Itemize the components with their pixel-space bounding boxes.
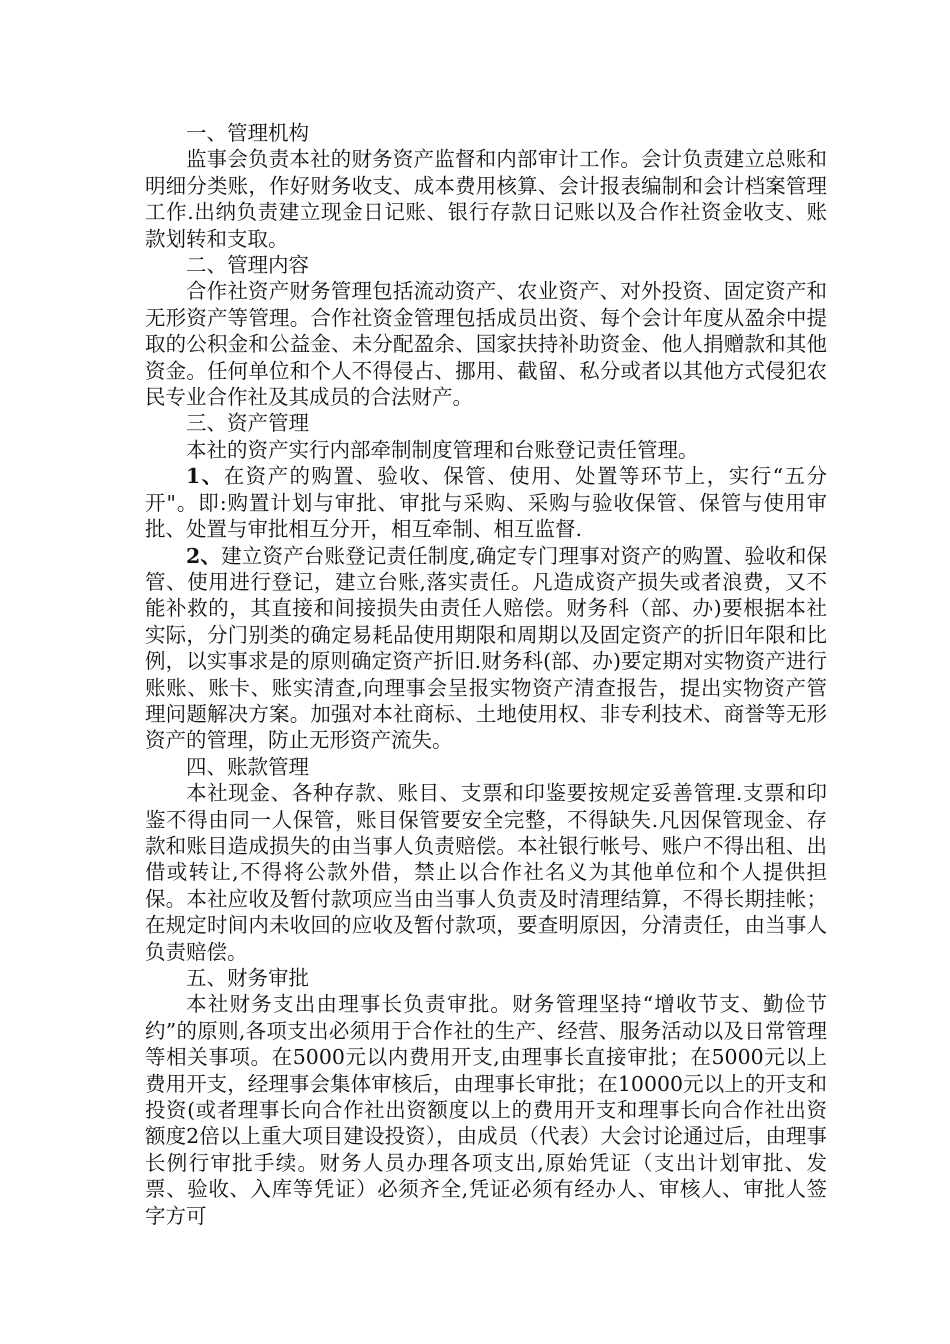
item-text: 建立资产台账登记责任制度,确定专门理事对资产的购置、验收和保管、使用进行登记，建立台账,落实责任。凡造成资产损失或者浪费，又不能补救的，其直接和间接损失由责任人赔偿。财务科（部、办)要根据本社实际，分门别类的确定易耗品使用期限和周期以及固定资产的折旧年限和比例，以实事求是的原则确定资产折旧.财务科(部、办)要定期对实物资产进行账账、账卡、账实清查,向理事会呈报实物资产清查报告，提出实物资产管理问题解决方案。加强对本社商标、土地使用权、非专利技术、商誉等无形资产的管理，防止无形资产流失。 xyxy=(145,543,828,753)
item-number: 1、 xyxy=(186,464,224,489)
item-number: 2、 xyxy=(186,543,222,568)
section-paragraph: 监事会负责本社的财务资产监督和内部审计工作。会计负责建立总账和明细分类账，作好财务收支、成本费用核算、会计报表编制和会计档案管理工作.出纳负责建立现金日记账、银行存款日记账以及合作社资金收支、账款划转和支取。 xyxy=(145,147,827,251)
numbered-item xyxy=(145,463,827,542)
section-heading: 五、财务审批 xyxy=(186,966,309,990)
section-financial-approval xyxy=(145,965,827,1229)
section-heading: 三、资产管理 xyxy=(186,411,309,436)
section-paragraph: 本社现金、各种存款、账目、支票和印鉴要按规定妥善管理.支票和印鉴不得由同一人保管，账目保管要安全完整，不得缺失.凡因保管现金、存款和账目造成损失的由当事人负责赔偿。本社银行帐号、账户不得出租、出借或转让,不得将公款外借，禁止以合作社名义为其他单位和个人提供担保。本社应收及暂付款项应当由当事人负责及时清理结算，不得长期挂帐；在规定时间内未收回的应收及暂付款项，要查明原因，分清责任，由当事人负责赔偿。 xyxy=(145,781,827,964)
numbered-item xyxy=(145,543,827,754)
section-management-organization xyxy=(145,120,827,252)
section-paragraph: 合作社资产财务管理包括流动资产、农业资产、对外投资、固定资产和无形资产等管理。合作社资金管理包括成员出资、每个会计年度从盈余中提取的公积金和公益金、未分配盈余、国家扶持补助资金、他人捐赠款和其他资金。任何单位和个人不得侵占、挪用、截留、私分或者以其他方式侵犯农民专业合作社及其成员的合法财产。 xyxy=(145,279,827,410)
section-asset-management xyxy=(145,410,827,753)
section-management-content xyxy=(145,252,827,410)
section-heading: 一、管理机构 xyxy=(186,121,309,145)
section-heading: 四、账款管理 xyxy=(186,754,309,779)
section-accounts-management xyxy=(145,754,827,965)
section-paragraph: 本社的资产实行内部牵制制度管理和台账登记责任管理。 xyxy=(186,437,699,462)
section-heading: 二、管理内容 xyxy=(186,253,309,278)
item-text: 在资产的购置、验收、保管、使用、处置等环节上，实行“五分开"。即:购置计划与审批、审批与采购、采购与验收保管、保管与使用审批、处置与审批相互分开，相互牵制、相互监督. xyxy=(145,464,828,542)
document-page xyxy=(145,120,827,1229)
section-paragraph: 本社财务支出由理事长负责审批。财务管理坚持“增收节支、勤俭节约”的原则,各项支出必须用于合作社的生产、经营、服务活动以及日常管理等相关事项。在5000元以内费用开支,由理事长直接审批；在5000元以上费用开支，经理事会集体审核后，由理事长审批；在10000元以上的开支和投资(或者理事长向合作社出资额度以上的费用开支和理事长向合作社出资额度2倍以上重大项目建设投资），由成员（代表）大会讨论通过后，由理事长例行审批手续。财务人员办理各项支出,原始凭证（支出计划审批、发票、验收、入库等凭证）必须齐全,凭证必须有经办人、审核人、审批人签字方可 xyxy=(145,992,827,1228)
